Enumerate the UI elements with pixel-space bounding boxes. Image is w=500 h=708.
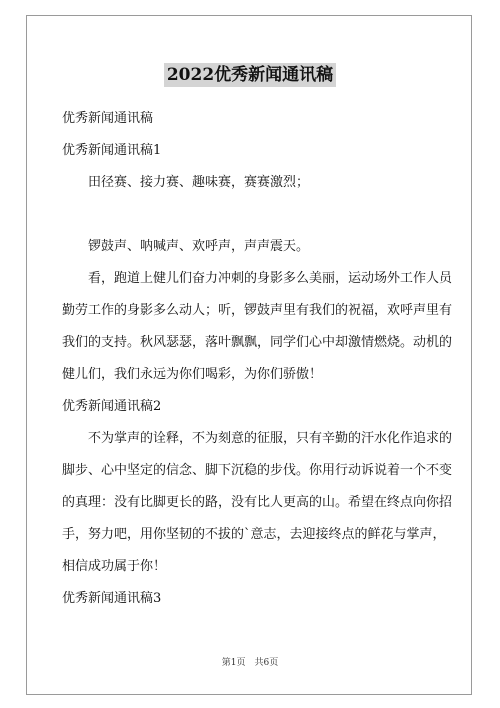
blank-line: [62, 199, 442, 231]
section-heading-3: 优秀新闻通讯稿3: [62, 591, 162, 606]
document-title-text: 2022优秀新闻通讯稿: [164, 63, 336, 87]
body-line: 优秀新闻通讯稿: [62, 111, 154, 126]
body-line: 我们的支持。秋风瑟瑟，落叶飘飘，同学们心中却激情燃烧。动机的: [62, 335, 453, 350]
body-line: 不为掌声的诠释，不为刻意的征服，只有辛勤的汗水化作追求的: [62, 431, 453, 446]
body-line: 的真理：没有比脚更长的路，没有比人更高的山。希望在终点向你招: [62, 495, 453, 510]
document-title: [0, 62, 500, 88]
document-body: [62, 103, 453, 615]
body-line: 相信成功属于你！: [62, 559, 167, 574]
body-line: 田径赛、接力赛、趣味赛，赛赛激烈；: [62, 175, 310, 190]
body-line: 看，跑道上健儿们奋力冲刺的身影多么美丽，运动场外工作人员: [62, 271, 453, 286]
section-heading-2: 优秀新闻通讯稿2: [62, 399, 162, 414]
section-heading-1: 优秀新闻通讯稿1: [62, 143, 162, 158]
body-line: 健儿们，我们永远为你们喝彩，为你们骄傲！: [62, 367, 323, 382]
body-line: 手，努力吧，用你坚韧的不拔的`意志，去迎接终点的鲜花与掌声，: [62, 527, 446, 542]
page-footer: 第1页 共6页: [221, 658, 279, 668]
body-line: 脚步、心中坚定的信念、脚下沉稳的步伐。你用行动诉说着一个不变: [62, 463, 453, 478]
body-line: 锣鼓声、呐喊声、欢呼声，声声震天。: [62, 239, 310, 254]
body-line: 勤劳工作的身影多么动人；听，锣鼓声里有我们的祝福，欢呼声里有: [62, 303, 453, 318]
